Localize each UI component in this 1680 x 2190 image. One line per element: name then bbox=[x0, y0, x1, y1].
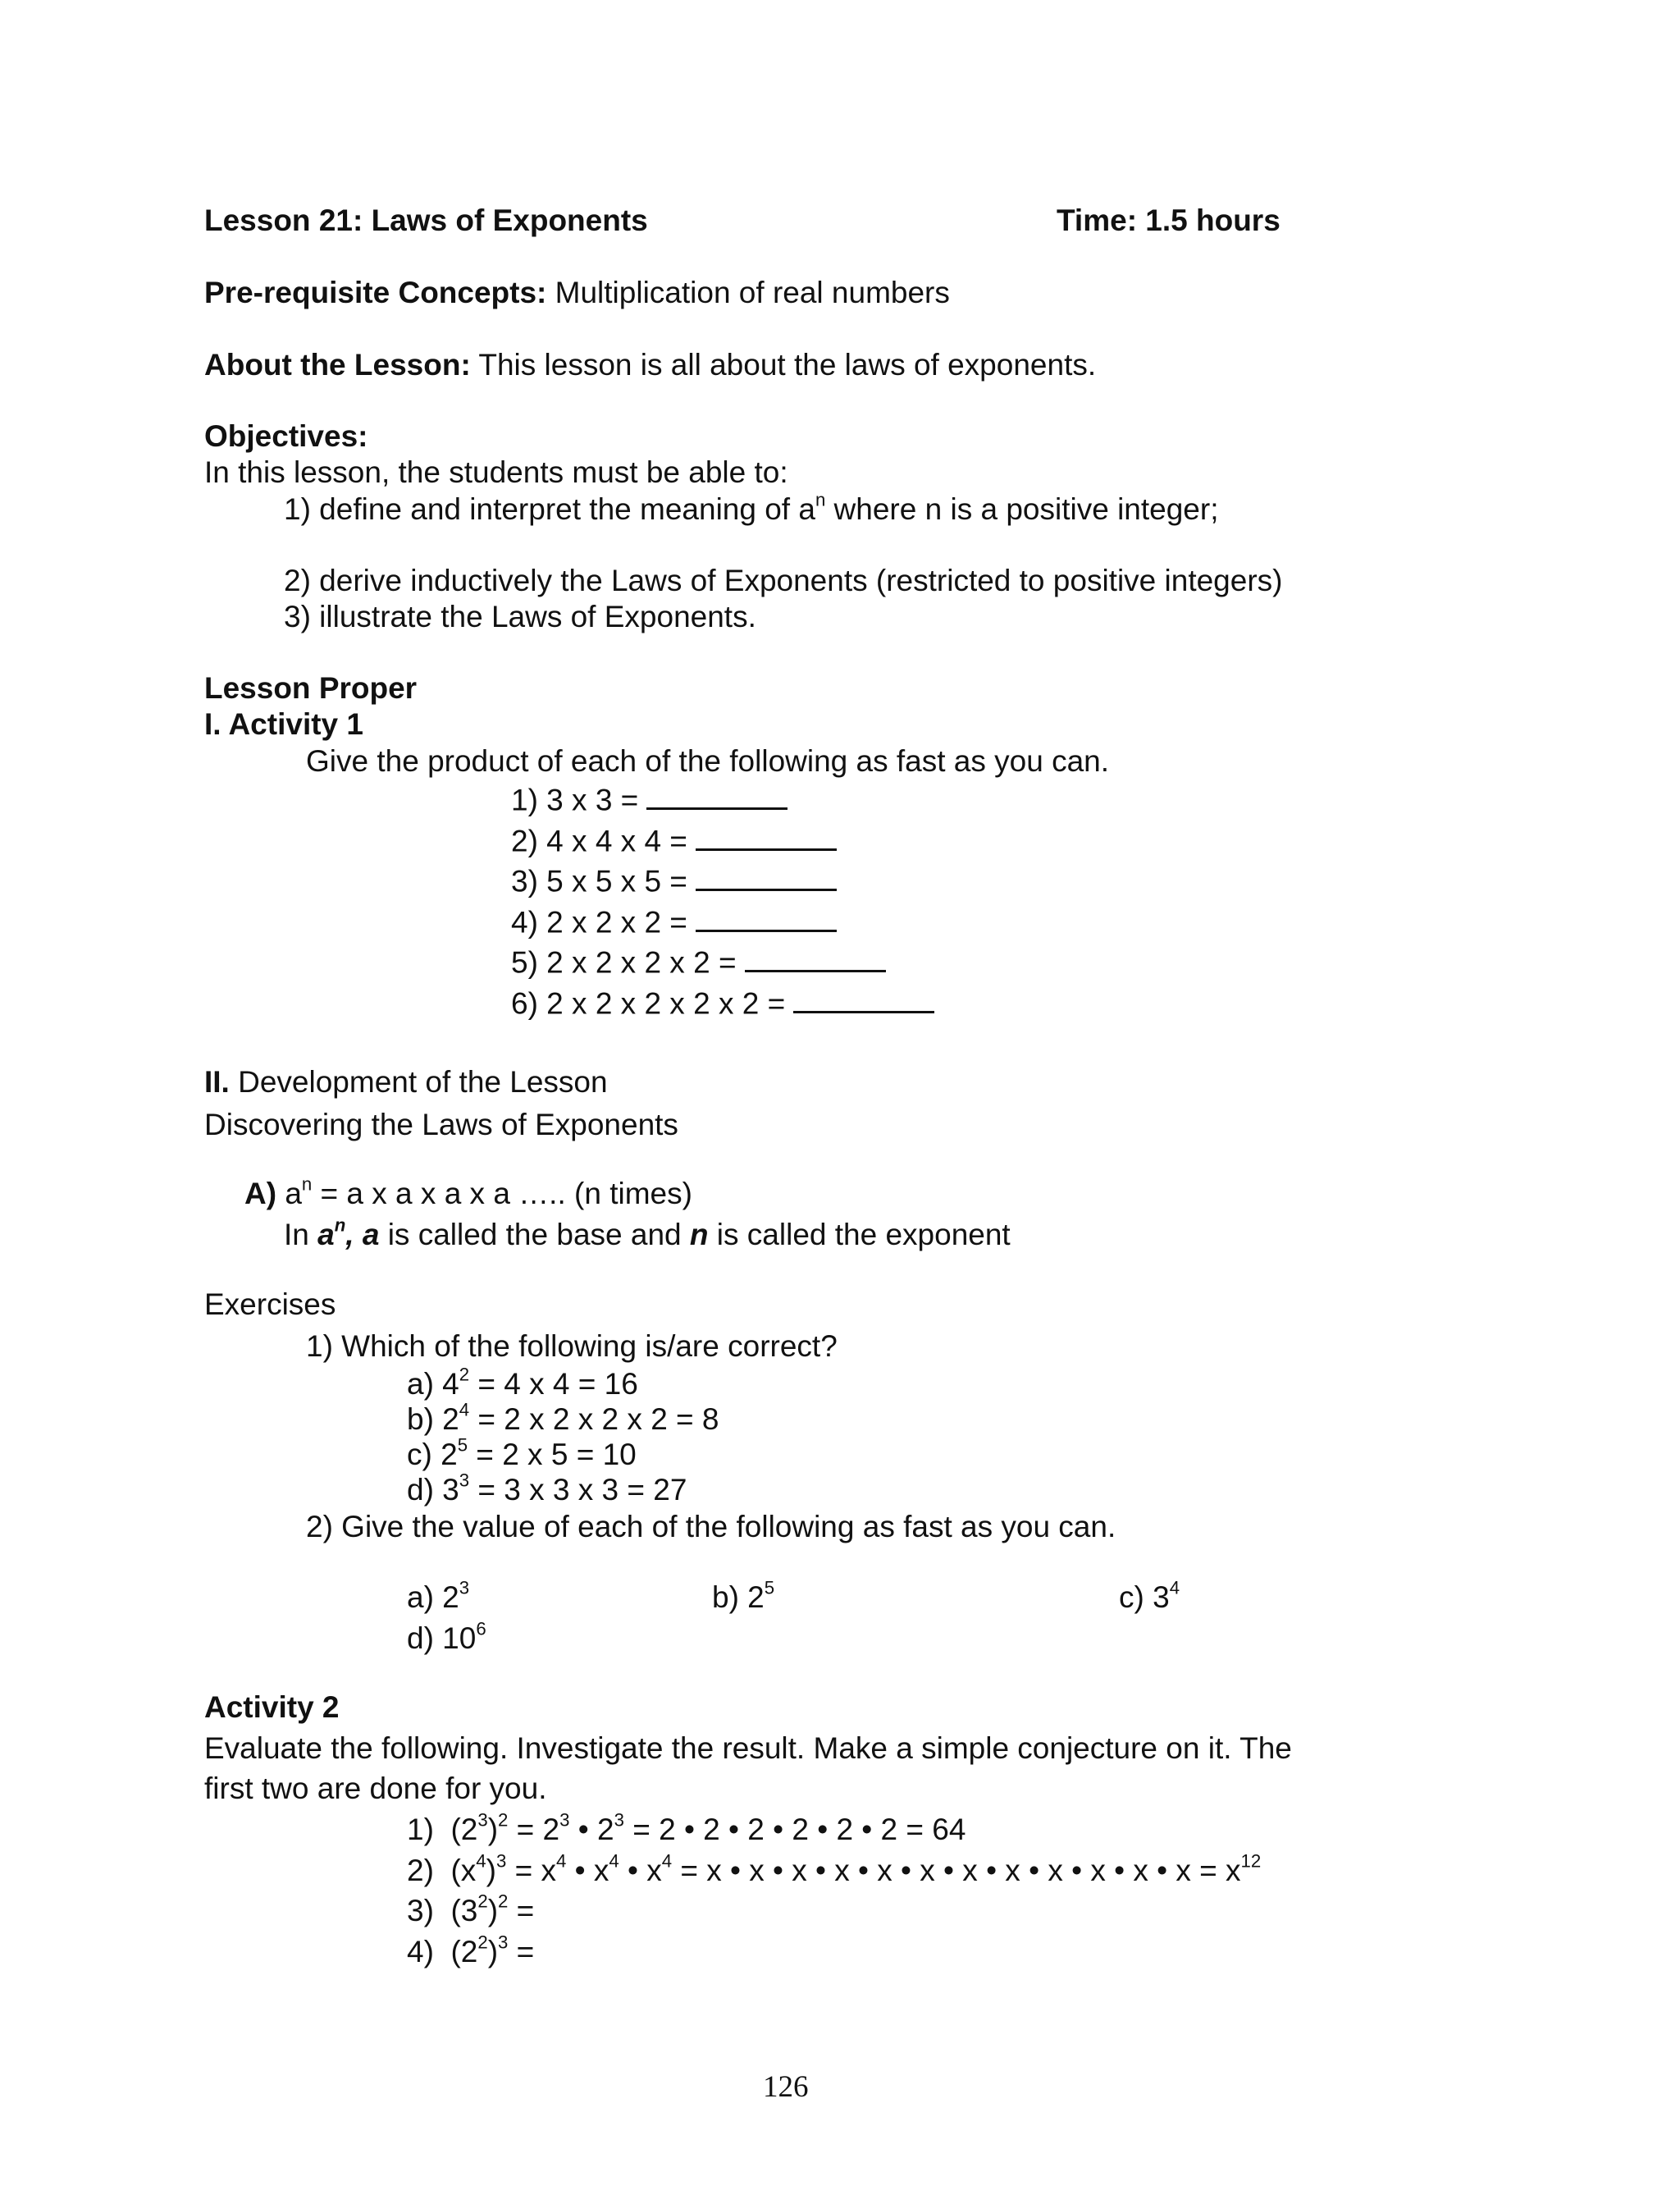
answer-blank[interactable] bbox=[745, 943, 886, 972]
item-outer-exponent: 3 bbox=[498, 1932, 509, 1953]
definition-explanation-mid: is called the base and bbox=[379, 1218, 690, 1251]
objective-1-text: 1) define and interpret the meaning of a bbox=[284, 492, 815, 526]
exercise-question-1: 1) Which of the following is/are correct? bbox=[306, 1329, 838, 1363]
item-base: (x bbox=[450, 1854, 477, 1887]
item-expansion-exponent: 4 bbox=[555, 1850, 567, 1872]
definition-explanation-text: In bbox=[284, 1218, 318, 1251]
definition-expansion: = a x a x a x a ….. (n times) bbox=[312, 1177, 692, 1210]
exercise-value bbox=[407, 1618, 486, 1657]
item-paren: ) bbox=[487, 1894, 499, 1927]
activity-1-item-text: 4) 2 x 2 x 2 = bbox=[511, 905, 687, 940]
item-outer-exponent: 3 bbox=[495, 1850, 507, 1872]
exercise-value bbox=[712, 1577, 775, 1616]
answer-blank[interactable] bbox=[793, 984, 934, 1013]
prerequisite-text: Multiplication of real numbers bbox=[546, 276, 950, 309]
item-inner-exponent: 4 bbox=[476, 1850, 486, 1872]
activity-2-instruction-line-2: first two are done for you. bbox=[204, 1772, 547, 1805]
item-inner-exponent: 2 bbox=[477, 1891, 488, 1912]
item-number: 4) bbox=[407, 1935, 434, 1968]
objective-3: 3) illustrate the Laws of Exponents. bbox=[284, 600, 756, 633]
activity-1-item bbox=[511, 984, 934, 1022]
option-base: d) 3 bbox=[407, 1473, 459, 1506]
exercise-option bbox=[407, 1364, 638, 1402]
answer-blank[interactable] bbox=[696, 821, 837, 851]
activity-1-item-text: 1) 3 x 3 = bbox=[511, 783, 639, 817]
item-result-exponent: 12 bbox=[1240, 1850, 1262, 1872]
item-number: 1) bbox=[407, 1813, 434, 1846]
page-number: 126 bbox=[763, 2070, 809, 2104]
value-base: d) 10 bbox=[407, 1621, 477, 1655]
item-base: (3 bbox=[450, 1894, 478, 1927]
item-inner-exponent: 2 bbox=[477, 1932, 488, 1953]
lesson-proper-heading: Lesson Proper bbox=[204, 671, 418, 705]
definition-explanation-sup: n bbox=[334, 1214, 346, 1236]
item-expansion-exponent: 3 bbox=[614, 1809, 624, 1831]
answer-blank[interactable] bbox=[696, 862, 837, 891]
development-heading bbox=[204, 1065, 608, 1100]
value-exponent: 4 bbox=[1169, 1577, 1180, 1598]
option-exponent: 5 bbox=[457, 1434, 468, 1456]
definition-superscript: n bbox=[301, 1173, 313, 1195]
activity-2-item bbox=[407, 1850, 1262, 1889]
definition-explanation bbox=[284, 1214, 1011, 1253]
about-line bbox=[204, 348, 1096, 383]
value-exponent: 5 bbox=[764, 1577, 775, 1598]
item-paren: ) bbox=[487, 1813, 499, 1846]
option-expansion: = 3 x 3 x 3 = 27 bbox=[469, 1473, 687, 1506]
answer-blank[interactable] bbox=[696, 903, 837, 932]
option-exponent: 3 bbox=[459, 1470, 470, 1491]
objective-1-tail: where n is a positive integer; bbox=[825, 492, 1219, 526]
option-expansion: = 2 x 5 = 10 bbox=[468, 1438, 637, 1471]
item-expansion-exponent: 4 bbox=[661, 1850, 673, 1872]
activity-1-item-text: 2) 4 x 4 x 4 = bbox=[511, 824, 687, 858]
prerequisite-label: Pre-requisite Concepts: bbox=[204, 276, 547, 309]
activity-2-item bbox=[407, 1891, 535, 1929]
activity-1-item-text: 6) 2 x 2 x 2 x 2 x 2 = bbox=[511, 986, 786, 1021]
option-base: a) 4 bbox=[407, 1367, 459, 1401]
exercise-option bbox=[407, 1470, 687, 1508]
option-exponent: 2 bbox=[459, 1364, 470, 1385]
item-paren: ) bbox=[486, 1854, 496, 1887]
option-expansion: = 4 x 4 = 16 bbox=[469, 1367, 638, 1401]
exercise-option bbox=[407, 1399, 719, 1438]
item-number: 2) bbox=[407, 1854, 434, 1887]
activity-1-item bbox=[511, 903, 837, 940]
lesson-title: Lesson 21: Laws of Exponents bbox=[204, 203, 648, 237]
exercise-question-2: 2) Give the value of each of the following as fast as you can. bbox=[306, 1510, 1116, 1543]
activity-1-heading: I. Activity 1 bbox=[204, 707, 363, 741]
exercises-heading: Exercises bbox=[204, 1287, 336, 1321]
objectives-intro: In this lesson, the students must be able to: bbox=[204, 455, 788, 489]
item-expansion: = x bbox=[506, 1854, 556, 1887]
activity-1-instruction: Give the product of each of the following as fast as you can. bbox=[306, 744, 1110, 778]
prerequisite-line bbox=[204, 276, 950, 311]
value-base: a) 2 bbox=[407, 1580, 459, 1614]
item-result: = 2 • 2 • 2 • 2 • 2 • 2 = 64 bbox=[623, 1813, 966, 1846]
option-base: c) 2 bbox=[407, 1438, 458, 1471]
about-label: About the Lesson: bbox=[204, 348, 471, 382]
definition-label: A) bbox=[244, 1177, 277, 1210]
value-base: c) 3 bbox=[1119, 1580, 1170, 1614]
item-outer-exponent: 2 bbox=[498, 1809, 509, 1831]
activity-1-item-text: 3) 5 x 5 x 5 = bbox=[511, 864, 687, 898]
lesson-time: Time: 1.5 hours bbox=[1057, 203, 1281, 237]
item-expansion: • x bbox=[566, 1854, 609, 1887]
value-exponent: 3 bbox=[459, 1577, 470, 1598]
item-base: (2 bbox=[450, 1813, 478, 1846]
about-text: This lesson is all about the laws of exponents. bbox=[470, 348, 1097, 382]
activity-1-item-text: 5) 2 x 2 x 2 x 2 = bbox=[511, 945, 737, 980]
development-numeral: II. bbox=[204, 1065, 230, 1099]
exercise-value bbox=[1119, 1577, 1180, 1616]
option-expansion: = 2 x 2 x 2 x 2 = 8 bbox=[469, 1402, 719, 1436]
option-exponent: 4 bbox=[459, 1399, 470, 1420]
definition-explanation-base: , a bbox=[345, 1218, 380, 1251]
definition-a bbox=[244, 1173, 692, 1212]
definition-explanation-end: is called the exponent bbox=[708, 1218, 1011, 1251]
objectives-heading: Objectives: bbox=[204, 419, 368, 453]
objective-1-superscript: n bbox=[815, 489, 826, 510]
exercise-value bbox=[407, 1577, 470, 1616]
activity-1-item bbox=[511, 862, 837, 899]
value-base: b) 2 bbox=[712, 1580, 765, 1614]
item-paren: ) bbox=[487, 1935, 499, 1968]
item-number: 3) bbox=[407, 1894, 434, 1927]
answer-blank[interactable] bbox=[646, 780, 788, 810]
exercise-option bbox=[407, 1434, 637, 1473]
item-expansion: • 2 bbox=[569, 1813, 614, 1846]
definition-base: a bbox=[276, 1177, 302, 1210]
option-base: b) 2 bbox=[407, 1402, 459, 1436]
item-expansion: • x bbox=[619, 1854, 662, 1887]
development-heading-text: Development of the Lesson bbox=[229, 1065, 608, 1099]
definition-explanation-a: a bbox=[317, 1218, 335, 1251]
activity-2-instruction-line-1: Evaluate the following. Investigate the result. Make a simple conjecture on it. The bbox=[204, 1731, 1292, 1765]
item-base: (2 bbox=[450, 1935, 478, 1968]
development-subheading: Discovering the Laws of Exponents bbox=[204, 1108, 678, 1141]
activity-2-heading: Activity 2 bbox=[204, 1690, 340, 1724]
item-result: = x • x • x • x • x • x • x • x • x • x • x • x = x bbox=[672, 1854, 1241, 1887]
item-expansion-exponent: 3 bbox=[559, 1809, 570, 1831]
objective-2: 2) derive inductively the Laws of Exponents (restricted to positive integers) bbox=[284, 564, 1283, 597]
item-equals: = bbox=[508, 1935, 535, 1968]
activity-2-item bbox=[407, 1932, 535, 1970]
activity-1-item bbox=[511, 821, 837, 859]
objective-1 bbox=[284, 489, 1219, 528]
value-exponent: 6 bbox=[476, 1618, 486, 1639]
activity-1-item bbox=[511, 943, 886, 981]
activity-2-item bbox=[407, 1809, 966, 1848]
item-outer-exponent: 2 bbox=[498, 1891, 509, 1912]
definition-explanation-n: n bbox=[689, 1218, 709, 1251]
item-expansion-exponent: 4 bbox=[609, 1850, 619, 1872]
item-inner-exponent: 3 bbox=[477, 1809, 488, 1831]
activity-1-item bbox=[511, 780, 788, 818]
item-expansion: = 2 bbox=[508, 1813, 560, 1846]
item-equals: = bbox=[508, 1894, 535, 1927]
